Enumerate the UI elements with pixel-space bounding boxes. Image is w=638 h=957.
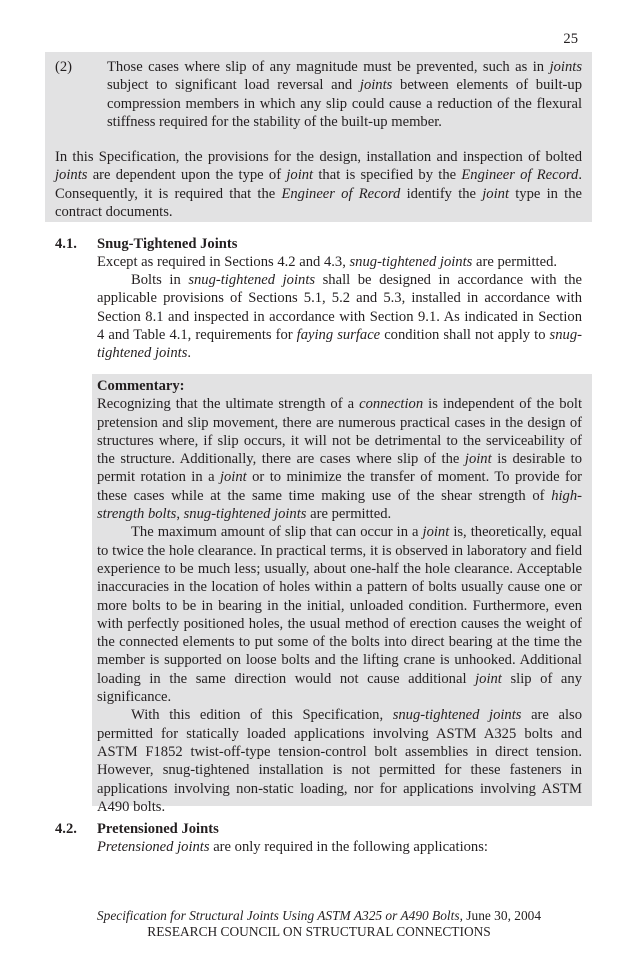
footer-document-title: Specification for Structural Joints Using ASTM A325 or A490 Bolts, June 30, 2004: [96, 908, 542, 923]
section-4-1-paragraph-2: Bolts in snug-tightened joints shall be designed in accordance with the applicable provisions of Sections 5.1, 5.2 and 5.3, installed in accordance with Section 8.1 and inspected in accordance with Section 9.1. As indicated in Section 4 and Table 4.1, requirements for faying surface condition shall not apply to snug-tightened joints.: [97, 272, 582, 362]
list-item-text: Those cases where slip of any magnitude must be prevented, such as in joints subject to significant load reversal and joints between elements of built-up compression members in which any slip could cause a reduction of the flexural stiffness required for the stability of the built-up member.: [107, 59, 582, 130]
section-4-1-number: 4.1.: [55, 236, 77, 252]
commentary-paragraph-3: With this edition of this Specification, snug-tightened joints are also permitted for statically loaded applications involving ASTM A325 bolts and ASTM F1852 twist-off-type tension-control bolt assemblies in direct tension. However, snug-tightened installation is not permitted for these fasteners in applications involving non-static loading, nor for applications involving ASTM A490 bolts.: [97, 707, 582, 815]
commentary: [97, 377, 582, 816]
spec-paragraph: In this Specification, the provisions for the design, installation and inspection of bolted joints are dependent upon the type of joint that is specified by the Engineer of Record. Consequently, it is required that the Engineer of Record identify the joint type in the contract documents.: [55, 149, 583, 220]
commentary-title: Commentary:: [97, 378, 185, 394]
section-4-2-title: Pretensioned Joints: [97, 821, 219, 837]
section-4-2-paragraph: Pretensioned joints are only required in the following applications:: [97, 839, 488, 855]
section-4-1-paragraph-1: Except as required in Sections 4.2 and 4.3, snug-tightened joints are permitted.: [97, 254, 558, 270]
section-4-2-number: 4.2.: [55, 821, 77, 837]
list-item-number: (2): [55, 59, 73, 75]
footer-organization: RESEARCH COUNCIL ON STRUCTURAL CONNECTIONS: [147, 924, 491, 939]
commentary-paragraph-2: The maximum amount of slip that can occur in a joint is, theoretically, equal to twice the hole clearance. In practical terms, it is observed in laboratory and field experience to be much less; usually, about one-half the hole clearance. Acceptable inaccuracies in the location of holes within a pattern of bolts usually cause one or more bolts to be in bearing in the initial, unloaded condition. Furthermore, even with perfectly positioned holes, the usual method of erection causes the weight of the connected elements to put some of the bolts into direct bearing at the time the member is supported on loose bolts and the lifting crane is unhooked. Additional loading in the same direction would not cause additional joint slip of any significance.: [97, 524, 582, 706]
section-4-1-title: Snug-Tightened Joints: [97, 236, 238, 252]
page-number: 25: [563, 31, 578, 47]
commentary-paragraph-1: Recognizing that the ultimate strength of a connection is independent of the bolt pretension and slip movement, there are numerous practical cases in the design of structures where, if slip occurs, it will not be detrimental to the serviceability of the structure. Additionally, there are cases where slip of the joint is desirable to permit rotation in a joint or to minimize the transfer of moment. To provide for these cases while at the same time making use of the shear strength of high-strength bolts, snug-tightened joints are permitted.: [97, 396, 582, 523]
